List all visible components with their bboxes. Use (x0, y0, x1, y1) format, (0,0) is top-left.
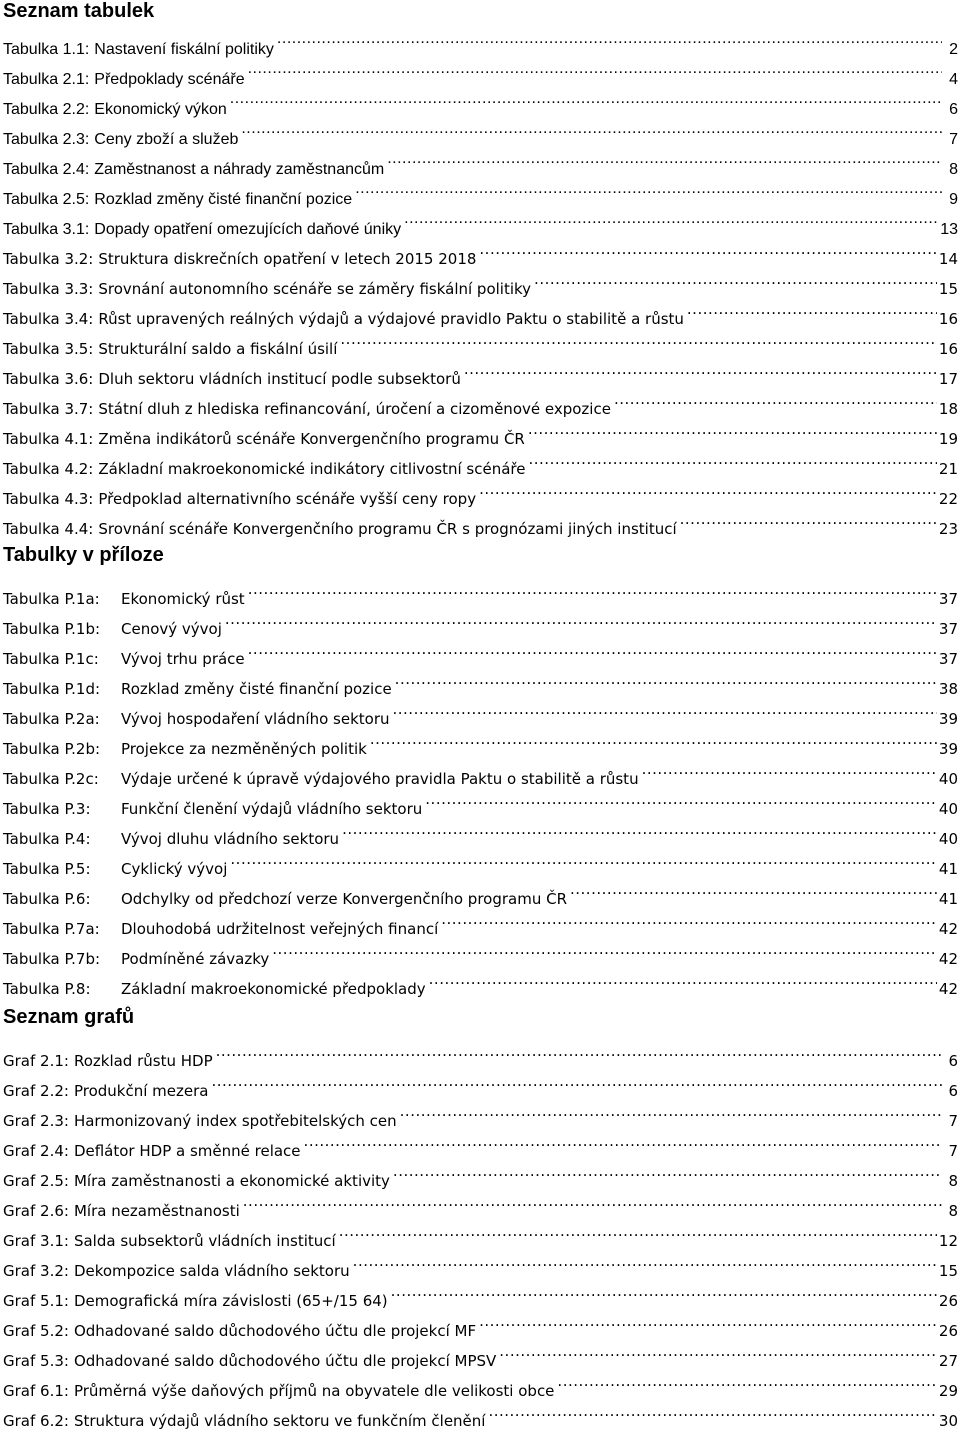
toc-entry-title: Vývoj trhu práce (121, 650, 245, 668)
dot-leader (230, 84, 942, 114)
toc-entry-label: Tabulka 4.4: (3, 520, 94, 538)
dot-leader (529, 444, 937, 474)
section-heading-tables: Seznam tabulek (3, 0, 155, 22)
toc-entry-page: 6 (948, 1052, 958, 1070)
toc-entry-title: Projekce za nezměněných politik (121, 740, 367, 758)
toc-entry-label: Tabulka 4.2: (3, 460, 94, 478)
toc-entry-label: Tabulka 2.4: (3, 161, 90, 178)
toc-entry-label: Graf 6.2: (3, 1412, 69, 1430)
toc-entry-page: 37 (938, 620, 958, 638)
dot-leader (248, 634, 937, 664)
toc-entry-page: 23 (938, 520, 958, 538)
toc-entry-page: 12 (938, 1232, 958, 1250)
toc-entry-title: Vývoj hospodaření vládního sektoru (121, 710, 390, 728)
dot-leader (230, 844, 937, 874)
toc-entry-title: Srovnání autonomního scénáře se záměry fiskální politiky (98, 280, 532, 298)
dot-leader (339, 1216, 937, 1246)
toc-entry-label: Tabulka 3.6: (3, 370, 94, 388)
section-heading-appendix: Tabulky v příloze (3, 544, 164, 566)
toc-entry-label: Graf 6.1: (3, 1382, 69, 1400)
toc-entry-title: Vývoj dluhu vládního sektoru (121, 830, 340, 848)
toc-entry-label: Tabulka P.5: (3, 860, 91, 878)
toc-entry-label: Tabulka 3.7: (3, 400, 94, 418)
toc-entry-page: 41 (938, 890, 958, 908)
dot-leader (391, 1276, 937, 1306)
toc-entry-label: Graf 2.3: (3, 1112, 69, 1130)
toc-entry-page: 19 (938, 430, 958, 448)
dot-leader (400, 1096, 942, 1126)
dot-leader (272, 934, 937, 964)
toc-entry-label: Tabulka 2.2: (3, 101, 90, 118)
toc-entry-title: Odchylky od předchozí verze Konvergenčního programu ČR (121, 890, 567, 908)
toc-entry-title: Salda subsektorů vládních institucí (73, 1232, 336, 1250)
toc-entry-label: Tabulka P.3: (3, 800, 91, 818)
toc-entry-title: Růst upravených reálných výdajů a výdajové pravidlo Paktu o stabilitě a růstu (98, 310, 684, 328)
toc-entry-label: Tabulka P.1c: (3, 650, 99, 668)
toc-entry-label: Graf 2.4: (3, 1142, 69, 1160)
toc-entry-title: Podmíněné závazky (121, 950, 270, 968)
toc-entry-page: 39 (938, 710, 958, 728)
toc-entry-page: 37 (938, 650, 958, 668)
dot-leader (353, 1246, 937, 1276)
dot-leader (243, 1186, 942, 1216)
toc-entry-label: Tabulka P.2a: (3, 710, 100, 728)
toc-entry-label: Tabulka P.7b: (3, 950, 101, 968)
toc-entry-page: 26 (938, 1292, 958, 1310)
dot-leader (680, 504, 937, 534)
toc-entry-label: Tabulka 2.3: (3, 131, 90, 148)
dot-leader (479, 474, 937, 504)
dot-leader (429, 964, 937, 994)
toc-entry-title: Dlouhodobá udržitelnost veřejných financí (121, 920, 439, 938)
toc-entry-page: 2 (949, 41, 958, 58)
toc-entry-page: 42 (938, 980, 958, 998)
toc-entry-label: Tabulka 4.1: (3, 430, 94, 448)
toc-entry-label: Graf 2.1: (3, 1052, 69, 1070)
toc-entry-label: Tabulka 3.3: (3, 280, 94, 298)
dot-leader (441, 904, 937, 934)
toc-entry-page: 15 (938, 280, 958, 298)
toc-entry-title: Strukturální saldo a fiskální úsilí (98, 340, 338, 358)
dot-leader (393, 694, 937, 724)
toc-entry-title: Funkční členění výdajů vládního sektoru (121, 800, 423, 818)
toc-entry-label: Graf 3.1: (3, 1232, 69, 1250)
toc-entry-label: Tabulka 1.1: (3, 41, 90, 58)
section-heading-graphs: Seznam grafů (3, 1006, 135, 1028)
toc-entry-page: 8 (948, 1202, 958, 1220)
dot-leader (370, 724, 937, 754)
toc-entry-page: 4 (949, 71, 958, 88)
toc-entry-label: Graf 3.2: (3, 1262, 69, 1280)
dot-leader (488, 1396, 936, 1426)
graphs-list (3, 1036, 958, 1430)
toc-entry[interactable] (3, 24, 958, 58)
toc-entry-title: Rozklad změny čisté finanční pozice (94, 191, 353, 208)
toc-entry-label: Graf 5.2: (3, 1322, 69, 1340)
toc-entry-label: Tabulka P.4: (3, 830, 91, 848)
toc-entry-page: 21 (938, 460, 958, 478)
toc-entry-title: Změna indikátorů scénáře Konvergenčního programu ČR (98, 430, 525, 448)
toc-entry-title: Míra zaměstnanosti a ekonomické aktivity (73, 1172, 390, 1190)
toc-entry-page: 6 (948, 1082, 958, 1100)
toc-entry-page: 14 (938, 250, 958, 268)
appendix-tables-list (3, 574, 958, 998)
toc-entry-page: 7 (949, 131, 958, 148)
dot-leader (614, 384, 937, 414)
toc-entry-label: Graf 5.1: (3, 1292, 69, 1310)
toc-entry-page: 6 (949, 101, 958, 118)
toc-entry-page: 22 (938, 490, 958, 508)
dot-leader (387, 144, 942, 174)
toc-entry-title: Odhadované saldo důchodového účtu dle projekcí MF (73, 1322, 477, 1340)
toc-entry-page: 9 (949, 191, 958, 208)
dot-leader (404, 204, 938, 234)
toc-entry-page: 30 (938, 1412, 958, 1430)
toc-entry-title: Srovnání scénáře Konvergenčního programu ČR s prognózami jiných institucí (98, 520, 677, 538)
dot-leader (304, 1126, 942, 1156)
toc-entry-title: Základní makroekonomické předpoklady (121, 980, 426, 998)
toc-entry-title: Dopady opatření omezujících daňové úniky (94, 221, 402, 238)
toc-entry-page: 18 (938, 400, 958, 418)
toc-entry-title: Odhadované saldo důchodového účtu dle projekcí MPSV (73, 1352, 497, 1370)
toc-entry-page: 8 (949, 161, 958, 178)
toc-entry-title: Struktura diskrečních opatření v letech 2015 2018 (98, 250, 477, 268)
toc-entry-page: 7 (948, 1142, 958, 1160)
toc-entry-label: Tabulka 3.1: (3, 221, 90, 238)
toc-entry-page: 15 (938, 1262, 958, 1280)
toc-entry-page: 42 (938, 950, 958, 968)
dot-leader (557, 1366, 936, 1396)
toc-entry-title: Státní dluh z hlediska refinancování, úročení a cizoměnové expozice (98, 400, 611, 418)
toc-entry-page: 29 (938, 1382, 958, 1400)
toc-entry-page: 17 (938, 370, 958, 388)
toc-entry-title: Ekonomický výkon (94, 101, 227, 118)
toc-entry-page: 16 (938, 310, 958, 328)
toc-entry-page: 42 (938, 920, 958, 938)
dot-leader (425, 784, 937, 814)
toc-entry-label: Tabulka P.8: (3, 980, 91, 998)
toc-entry-page: 16 (938, 340, 958, 358)
dot-leader (464, 354, 937, 384)
dot-leader (340, 324, 937, 354)
dot-leader (687, 294, 937, 324)
dot-leader (534, 264, 937, 294)
dot-leader (479, 234, 937, 264)
dot-leader (211, 1066, 942, 1096)
toc-entry-title: Nastavení fiskální politiky (94, 41, 274, 58)
toc-entry-title: Průměrná výše daňových příjmů na obyvatele dle velikosti obce (73, 1382, 555, 1400)
toc-entry-title: Deflátor HDP a směnné relace (73, 1142, 301, 1160)
toc-entry-label: Tabulka P.7a: (3, 920, 100, 938)
toc-entry-label: Tabulka 3.5: (3, 340, 94, 358)
toc-entry-page: 27 (938, 1352, 958, 1370)
dot-leader (355, 174, 942, 204)
toc-entry-page: 40 (938, 830, 958, 848)
dot-leader (342, 814, 937, 844)
toc-entry-page: 13 (940, 221, 958, 238)
dot-leader (479, 1306, 937, 1336)
dot-leader (642, 754, 937, 784)
toc-entry-label: Tabulka 2.1: (3, 71, 90, 88)
toc-entry-title: Předpoklad alternativního scénáře vyšší ceny ropy (98, 490, 477, 508)
toc-entry-title: Ceny zboží a služeb (94, 131, 239, 148)
toc-entry-title: Ekonomický růst (121, 590, 245, 608)
toc-entry-page: 38 (938, 680, 958, 698)
dot-leader (395, 664, 937, 694)
dot-leader (241, 114, 942, 144)
toc-entry-label: Tabulka P.2b: (3, 740, 101, 758)
toc-entry-title: Cenový vývoj (121, 620, 222, 638)
toc-entry-title: Rozklad změny čisté finanční pozice (121, 680, 392, 698)
toc-entry-page: 37 (938, 590, 958, 608)
toc-entry-label: Tabulka 4.3: (3, 490, 94, 508)
dot-leader (248, 54, 942, 84)
toc-entry-title: Základní makroekonomické indikátory citlivostní scénáře (98, 460, 526, 478)
dot-leader (225, 604, 937, 634)
toc-entry-title: Výdaje určené k úpravě výdajového pravidla Paktu o stabilitě a růstu (121, 770, 639, 788)
toc-entry-page: 8 (948, 1172, 958, 1190)
toc-entry-label: Graf 2.6: (3, 1202, 69, 1220)
toc-entry[interactable] (3, 574, 958, 608)
dot-leader (499, 1336, 937, 1366)
toc-entry-title: Rozklad růstu HDP (73, 1052, 213, 1070)
toc-entry-page: 40 (938, 770, 958, 788)
toc-entry-title: Dluh sektoru vládních institucí podle subsektorů (98, 370, 461, 388)
dot-leader (528, 414, 937, 444)
toc-entry-title: Struktura výdajů vládního sektoru ve funkčním členění (73, 1412, 486, 1430)
toc-entry-label: Graf 5.3: (3, 1352, 69, 1370)
toc-entry-title: Harmonizovaný index spotřebitelských cen (73, 1112, 397, 1130)
toc-entry-label: Tabulka 3.4: (3, 310, 94, 328)
toc-entry-label: Tabulka 2.5: (3, 191, 90, 208)
dot-leader (277, 24, 942, 54)
toc-entry-label: Graf 2.5: (3, 1172, 69, 1190)
toc-entry-page: 41 (938, 860, 958, 878)
toc-entry-title: Předpoklady scénáře (94, 71, 245, 88)
toc-entry-page: 40 (938, 800, 958, 818)
toc-entry-label: Graf 2.2: (3, 1082, 69, 1100)
toc-entry-page: 26 (938, 1322, 958, 1340)
dot-leader (216, 1036, 942, 1066)
dot-leader (393, 1156, 942, 1186)
toc-entry-title: Cyklický vývoj (121, 860, 228, 878)
toc-entry-label: Tabulka P.1d: (3, 680, 101, 698)
toc-entry-label: Tabulka P.1b: (3, 620, 101, 638)
dot-leader (570, 874, 937, 904)
toc-entry-title: Produkční mezera (73, 1082, 209, 1100)
toc-entry-page: 39 (938, 740, 958, 758)
toc-entry-title: Demografická míra závislosti (65+/15 64) (73, 1292, 388, 1310)
tables-list (3, 24, 958, 538)
toc-entry-label: Tabulka P.6: (3, 890, 91, 908)
toc-entry-title: Míra nezaměstnanosti (73, 1202, 240, 1220)
toc-entry[interactable] (3, 1036, 958, 1070)
toc-entry-title: Zaměstnanost a náhrady zaměstnancům (94, 161, 385, 178)
toc-entry-label: Tabulka P.1a: (3, 590, 100, 608)
toc-entry-title: Dekompozice salda vládního sektoru (73, 1262, 350, 1280)
table-of-contents (3, 0, 958, 1430)
dot-leader (248, 574, 937, 604)
toc-entry-page: 7 (948, 1112, 958, 1130)
toc-entry-label: Tabulka P.2c: (3, 770, 99, 788)
toc-entry-label: Tabulka 3.2: (3, 250, 94, 268)
